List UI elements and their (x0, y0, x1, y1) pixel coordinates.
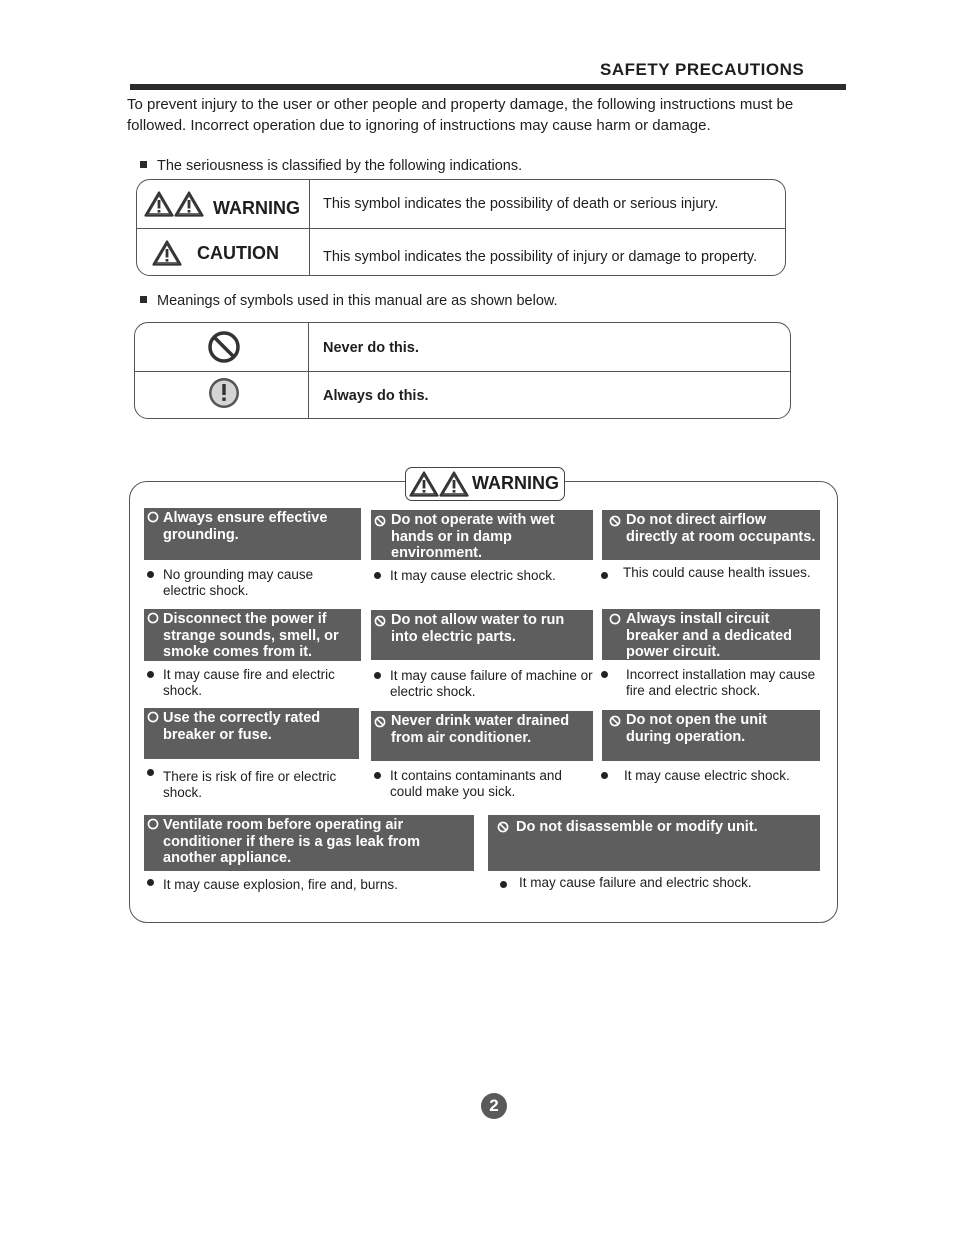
prohibited-icon (609, 715, 621, 727)
caution-description: This symbol indicates the possibility of injury or damage to property. (323, 248, 758, 265)
warning-item-note (598, 768, 820, 784)
warning-item-banner (371, 610, 593, 660)
mandatory-icon (207, 376, 241, 410)
bullet-dot-icon (601, 671, 608, 678)
page-title: SAFETY PRECAUTIONS (600, 60, 805, 79)
caution-label-cell (137, 229, 310, 276)
warning-item-title: Do not disassemble or modify unit. (516, 819, 758, 835)
warning-item-note-text: It may cause electric shock. (624, 768, 790, 783)
mandatory-icon (147, 711, 159, 723)
bullet-dot-icon (147, 769, 154, 776)
warning-item-banner (602, 710, 820, 761)
warning-label: WARNING (213, 198, 300, 218)
warning-item-banner (371, 711, 593, 761)
prohibited-icon (207, 330, 241, 364)
warning-item-note (598, 565, 820, 581)
warning-item-title: Ventilate room before operating air conditioner if there is a gas leak from another appliance. (163, 817, 421, 866)
bullet-dot-icon (374, 672, 381, 679)
warning-item-banner (144, 708, 359, 759)
symbols-heading-text: Meanings of symbols used in this manual are as shown below. (157, 293, 558, 309)
mandatory-icon (147, 818, 159, 830)
caution-triangle-icon (152, 240, 182, 266)
mandatory-icon (609, 613, 621, 625)
warning-section-label: WARNING (472, 473, 559, 493)
warning-item-note-text: It may cause explosion, fire and, burns. (163, 877, 398, 892)
bullet-dot-icon (601, 772, 608, 779)
bullet-dot-icon (374, 572, 381, 579)
warning-item-note-text: It may cause failure and electric shock. (519, 875, 752, 890)
square-bullet-icon (140, 296, 147, 303)
warning-item-note-text: There is risk of fire or electric shock. (163, 769, 337, 800)
warning-item-title: Use the correctly rated breaker or fuse. (163, 710, 321, 743)
warning-item-banner (602, 510, 820, 560)
mandatory-icon (147, 612, 159, 624)
warning-item-note-text: It may cause electric shock. (390, 568, 556, 583)
bullet-dot-icon (147, 879, 154, 886)
warning-item-banner (602, 609, 820, 660)
warning-item-note (144, 567, 358, 599)
warning-item-title: Do not operate with wet hands or in damp environment. (391, 512, 555, 561)
warning-item-note (144, 667, 358, 699)
caution-row (137, 229, 785, 276)
warning-item-note (144, 877, 474, 893)
warning-item-title: Do not allow water to run into electric parts. (391, 612, 565, 645)
warning-section-badge (405, 467, 565, 501)
prohibited-icon (374, 615, 386, 627)
never-row (135, 323, 790, 372)
bullet-dot-icon (147, 571, 154, 578)
seriousness-heading (140, 158, 522, 174)
always-text: Always do this. (323, 387, 429, 404)
prohibited-icon (497, 821, 509, 833)
always-row (135, 372, 790, 419)
warning-item-banner (488, 815, 820, 871)
warning-row (137, 180, 785, 229)
warning-triangle-icon (439, 471, 469, 497)
warning-triangle-icon (144, 191, 174, 217)
warning-item-title: Always install circuit breaker and a dedicated power circuit. (626, 611, 793, 660)
warning-item-note-text: No grounding may cause electric shock. (163, 567, 314, 598)
warning-item-note-text: Incorrect installation may cause fire and electric shock. (626, 667, 816, 698)
prohibited-icon (609, 515, 621, 527)
symbols-table (134, 322, 791, 419)
warning-item-banner (144, 609, 361, 661)
prohibited-icon (374, 716, 386, 728)
warning-label-cell (137, 180, 310, 228)
warning-item-note (144, 769, 358, 801)
warning-item-note (371, 668, 593, 700)
intro-paragraph: To prevent injury to the user or other people and property damage, the following instructions must be followed. Incorrect operation due to ignoring of instructions may cause harm or damage. (127, 96, 794, 134)
warning-item-note (371, 568, 593, 584)
header-rule (130, 84, 846, 90)
warning-item-title: Do not open the unit during operation. (626, 712, 767, 745)
mandatory-icon (147, 511, 159, 523)
warning-triangle-icon (174, 191, 204, 217)
warning-item-title: Never drink water drained from air conditioner. (391, 713, 570, 746)
square-bullet-icon (140, 161, 147, 168)
warning-item-title: Do not direct airflow directly at room occupants. (626, 512, 816, 545)
warning-triangle-icon (409, 471, 439, 497)
warning-item-title: Always ensure effective grounding. (163, 510, 328, 543)
page-number: 2 (481, 1093, 507, 1119)
seriousness-table (136, 179, 786, 276)
warning-item-note-text: It contains contaminants and could make you sick. (390, 768, 562, 799)
warning-description: This symbol indicates the possibility of death or serious injury. (323, 196, 719, 212)
warning-item-banner (144, 815, 474, 871)
symbols-heading (140, 293, 558, 309)
warning-item-note (371, 768, 593, 800)
warning-item-banner (371, 510, 593, 560)
warning-item-title: Disconnect the power if strange sounds, smell, or smoke comes from it. (163, 611, 339, 660)
warning-item-note (598, 667, 824, 699)
warning-item-note-text: It may cause fire and electric shock. (163, 667, 335, 698)
warning-item-banner (144, 508, 361, 560)
caution-label: CAUTION (197, 243, 279, 263)
bullet-dot-icon (147, 671, 154, 678)
warning-item-note (497, 875, 820, 891)
bullet-dot-icon (374, 772, 381, 779)
seriousness-heading-text: The seriousness is classified by the following indications. (157, 158, 523, 174)
warning-item-note-text: It may cause failure of machine or electric shock. (390, 668, 593, 699)
never-icon-cell (135, 323, 309, 371)
prohibited-icon (374, 515, 386, 527)
never-text: Never do this. (323, 340, 419, 356)
always-icon-cell (135, 372, 309, 419)
warning-item-note-text: This could cause health issues. (623, 565, 811, 580)
bullet-dot-icon (601, 572, 608, 579)
bullet-dot-icon (500, 881, 507, 888)
